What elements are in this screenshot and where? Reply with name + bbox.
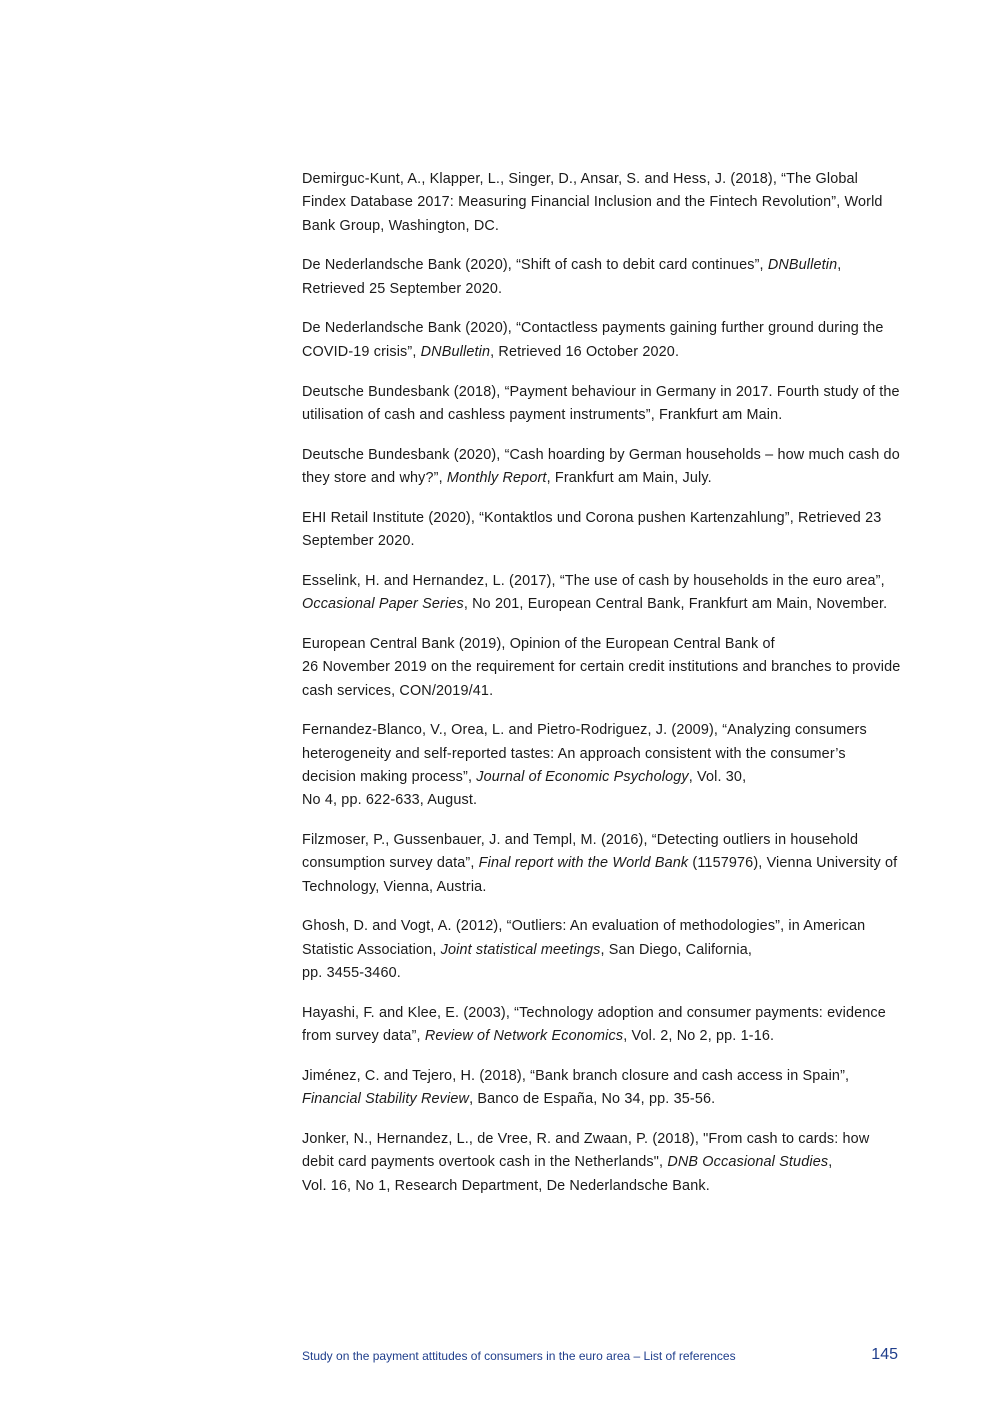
reference-source-title: Final report with the World Bank: [478, 855, 689, 872]
reference-entry: [302, 570, 902, 617]
reference-text: , Frankfurt am Main, July.: [546, 469, 712, 486]
reference-text: , Retrieved 25 September 2020.: [302, 257, 842, 297]
reference-text: Ghosh, D. and Vogt, A. (2012), “Outliers: An evaluation of methodologies”, in American Statistic Association,: [302, 918, 866, 958]
reference-text: No 4, pp. 622-633, August.: [302, 792, 478, 809]
reference-entry: [302, 317, 902, 364]
reference-entry: [302, 168, 902, 238]
reference-text: , San Diego, California,: [600, 941, 753, 958]
reference-text: EHI Retail Institute (2020), “Kontaktlos und Corona pushen Kartenzahlung”, Retrieved 23 September 2020.: [302, 509, 882, 550]
reference-text: Esselink, H. and Hernandez, L. (2017), “The use of cash by households in the euro area”,: [302, 572, 885, 589]
reference-source-title: DNBulletin: [767, 257, 838, 274]
reference-text: , Vol. 2, No 2, pp. 1-16.: [623, 1028, 775, 1045]
reference-source-title: DNBulletin: [420, 343, 491, 360]
reference-source-title: Journal of Economic Psychology: [476, 768, 689, 785]
reference-entry: [302, 507, 902, 554]
reference-source-title: DNB Occasional Studies: [667, 1154, 829, 1171]
reference-source-title: Occasional Paper Series: [302, 596, 464, 613]
reference-text: Fernandez-Blanco, V., Orea, L. and Pietro-Rodriguez, J. (2009), “Analyzing consumers heterogeneity and self-reported tastes: An approach consistent with the consumer’s decision making process”,: [302, 722, 867, 785]
reference-text: pp. 3455-3460.: [302, 965, 401, 982]
reference-entry: [302, 1002, 902, 1049]
reference-text: , Banco de España, No 34, pp. 35-56.: [469, 1091, 716, 1108]
reference-list: [302, 168, 902, 1214]
reference-text: European Central Bank (2019), Opinion of the European Central Bank of: [302, 635, 775, 652]
reference-text: Jiménez, C. and Tejero, H. (2018), “Bank branch closure and cash access in Spain”,: [302, 1067, 850, 1084]
reference-source-title: Monthly Report: [446, 469, 547, 486]
reference-entry: [302, 829, 902, 899]
reference-entry: [302, 381, 902, 428]
reference-entry: [302, 1128, 902, 1198]
reference-text: De Nederlandsche Bank (2020), “Contactless payments gaining further ground during the COVID-19 crisis”,: [302, 320, 884, 360]
reference-source-title: Review of Network Economics: [424, 1028, 624, 1045]
reference-text: , Retrieved 16 October 2020.: [490, 343, 680, 360]
reference-text: ,: [828, 1154, 833, 1171]
reference-source-title: Financial Stability Review: [302, 1091, 470, 1108]
reference-text: Hayashi, F. and Klee, E. (2003), “Technology adoption and consumer payments: evidence from survey data”,: [302, 1004, 886, 1045]
reference-text: Jonker, N., Hernandez, L., de Vree, R. and Zwaan, P. (2018), "From cash to cards: how debit card payments overtook cash in the Netherlands",: [302, 1131, 870, 1171]
reference-text: Deutsche Bundesbank (2020), “Cash hoarding by German households – how much cash do they store and why?”,: [302, 446, 900, 486]
reference-text: (1157976), Vienna University of Technology, Vienna, Austria.: [302, 855, 898, 895]
reference-text: , No 201, European Central Bank, Frankfurt am Main, November.: [463, 596, 888, 613]
footer-title: Study on the payment attitudes of consumers in the euro area – List of references: [302, 1349, 736, 1363]
page-number: 145: [871, 1346, 898, 1363]
reference-text: Vol. 16, No 1, Research Department, De Nederlandsche Bank.: [302, 1177, 710, 1194]
reference-entry: [302, 915, 902, 985]
reference-entry: [302, 254, 902, 301]
reference-source-title: Joint statistical meetings: [440, 941, 601, 958]
reference-text: De Nederlandsche Bank (2020), “Shift of cash to debit card continues”,: [302, 257, 768, 274]
reference-entry: [302, 1065, 902, 1112]
reference-text: 26 November 2019 on the requirement for certain credit institutions and branches to provide cash services, CON/2019/41.: [302, 659, 901, 699]
reference-text: Filzmoser, P., Gussenbauer, J. and Templ, M. (2016), “Detecting outliers in household consumption survey data”,: [302, 832, 859, 872]
reference-text: Demirguc-Kunt, A., Klapper, L., Singer, D., Ansar, S. and Hess, J. (2018), “The Global Findex Database 2017: Measuring Financial Inclusion and the Fintech Revolution”, World Bank Group, Washington, DC.: [302, 171, 883, 234]
reference-entry: [302, 633, 902, 703]
reference-entry: [302, 719, 902, 812]
reference-text: Deutsche Bundesbank (2018), “Payment behaviour in Germany in 2017. Fourth study of the utilisation of cash and cashless payment instruments”, Frankfurt am Main.: [302, 383, 900, 423]
reference-entry: [302, 444, 902, 491]
reference-text: , Vol. 30,: [688, 768, 747, 785]
